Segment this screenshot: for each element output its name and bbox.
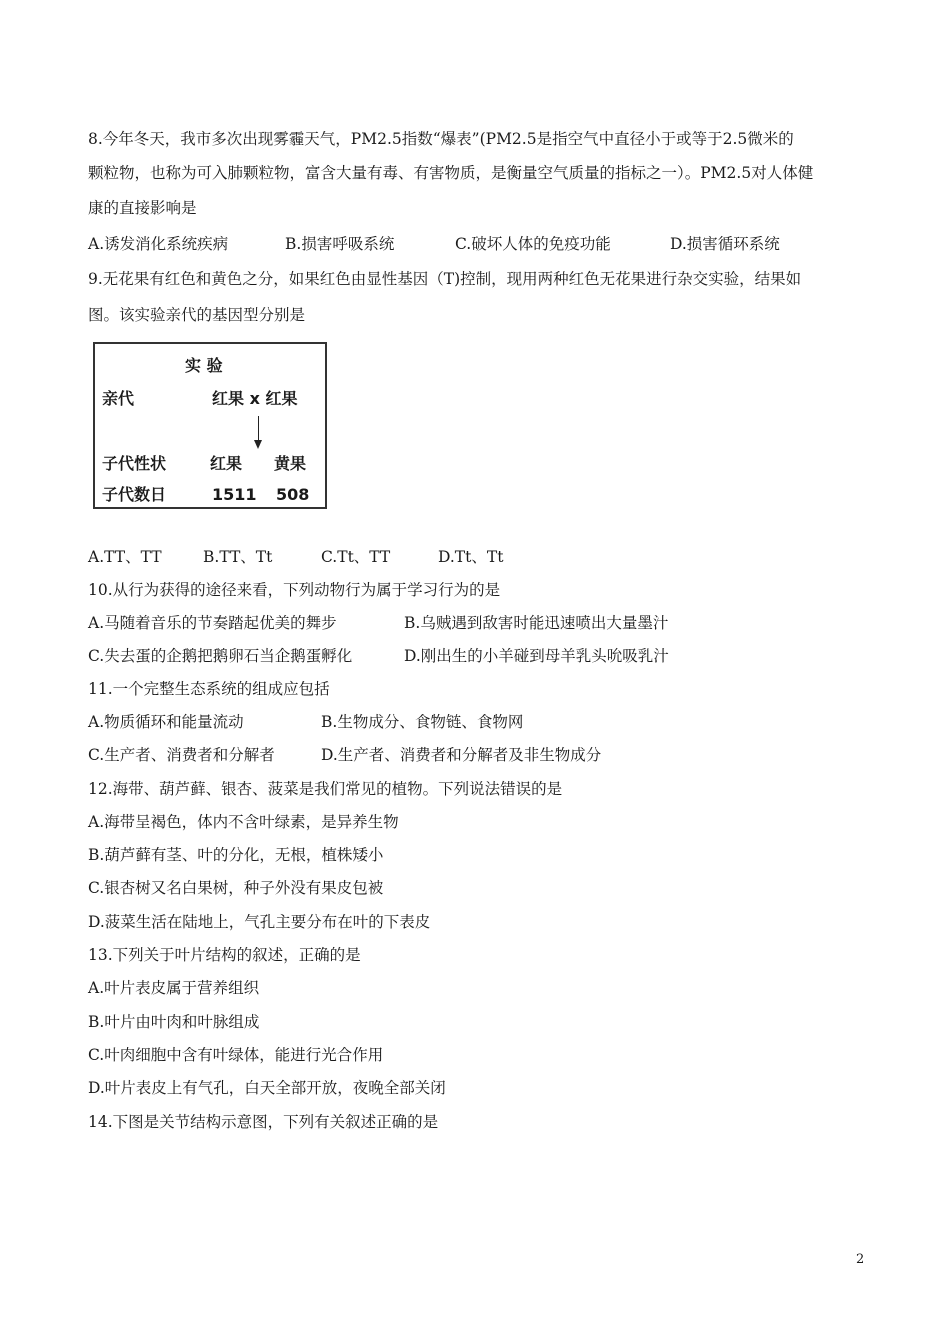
q13-option-b: B.叶片由叶肉和叶脉组成 [88, 1013, 260, 1031]
q10-option-d: D.刚出生的小羊碰到母羊乳头吮吸乳汁 [404, 647, 669, 665]
cross-arrow-shaft [258, 416, 259, 442]
q8-stem-line-3: 康的直接影响是 [88, 199, 197, 217]
q13-option-d: D.叶片表皮上有气孔，白天全部开放，夜晚全部关闭 [88, 1079, 446, 1097]
offspring-trait-label: 子代性状 [102, 454, 167, 473]
q9-stem-line-2: 图。该实验亲代的基因型分别是 [88, 306, 306, 324]
count-red: 1511 [212, 485, 257, 504]
q11-option-d: D.生产者、消费者和分解者及非生物成分 [321, 746, 602, 764]
q8-option-b: B.损害呼吸系统 [285, 235, 395, 253]
q10-option-b: B.乌贼遇到敌害时能迅速喷出大量墨汁 [404, 614, 669, 632]
q13-option-c: C.叶肉细胞中含有叶绿体，能进行光合作用 [88, 1046, 384, 1064]
q10-option-c: C.失去蛋的企鹅把鹅卵石当企鹅蛋孵化 [88, 647, 353, 665]
q8-option-c: C.破坏人体的免疫功能 [455, 235, 611, 253]
q11-option-a: A.物质循环和能量流动 [88, 713, 244, 731]
count-yellow: 508 [276, 485, 310, 504]
q10-option-a: A.马随着音乐的节奏踏起优美的舞步 [88, 614, 337, 632]
trait-yellow: 黄果 [274, 454, 307, 473]
q14-stem: 14.下图是关节结构示意图，下列有关叙述正确的是 [88, 1113, 439, 1131]
parent-cross: 红果 x 红果 [212, 389, 298, 408]
q8-stem-line-2: 颗粒物，也称为可入肺颗粒物，富含大量有毒、有害物质，是衡量空气质量的指标之一）。PM2.5对人体健 [88, 164, 814, 182]
q8-stem-line-1: 8.今年冬天，我市多次出现雾霾天气，PM2.5指数“爆表”(PM2.5是指空气中直径小于或等于2.5微米的 [88, 130, 794, 148]
page-number: 2 [856, 1252, 865, 1267]
q8-option-a: A.诱发消化系统疾病 [88, 235, 229, 253]
offspring-count-label: 子代数日 [102, 485, 167, 504]
q9-option-d: D.Tt、Tt [438, 548, 504, 566]
q10-stem: 10.从行为获得的途径来看，下列动物行为属于学习行为的是 [88, 581, 501, 599]
q11-option-c: C.生产者、消费者和分解者 [88, 746, 275, 764]
q9-option-b: B.TT、Tt [203, 548, 273, 566]
q12-option-a: A.海带呈褐色，体内不含叶绿素，是异养生物 [88, 813, 399, 831]
q11-stem: 11.一个完整生态系统的组成应包括 [88, 680, 330, 698]
q9-option-a: A.TT、TT [88, 548, 162, 566]
q13-stem: 13.下列关于叶片结构的叙述，正确的是 [88, 946, 361, 964]
down-arrow-icon [254, 440, 262, 449]
q8-option-d: D.损害循环系统 [670, 235, 780, 253]
q11-option-b: B.生物成分、食物链、食物网 [321, 713, 524, 731]
q9-stem-line-1: 9.无花果有红色和黄色之分，如果红色由显性基因（T)控制，现用两种红色无花果进行杂交实验，结果如 [88, 270, 802, 288]
q12-option-c: C.银杏树又名白果树，种子外没有果皮包被 [88, 879, 384, 897]
q13-option-a: A.叶片表皮属于营养组织 [88, 979, 260, 997]
trait-red: 红果 [210, 454, 243, 473]
parent-label: 亲代 [102, 389, 135, 408]
q12-option-b: B.葫芦藓有茎、叶的分化，无根，植株矮小 [88, 846, 384, 864]
experiment-table [93, 342, 327, 509]
experiment-title: 实 验 [185, 356, 223, 375]
q9-option-c: C.Tt、TT [321, 548, 391, 566]
q12-stem: 12.海带、葫芦藓、银杏、菠菜是我们常见的植物。下列说法错误的是 [88, 780, 563, 798]
q12-option-d: D.菠菜生活在陆地上，气孔主要分布在叶的下表皮 [88, 913, 431, 931]
